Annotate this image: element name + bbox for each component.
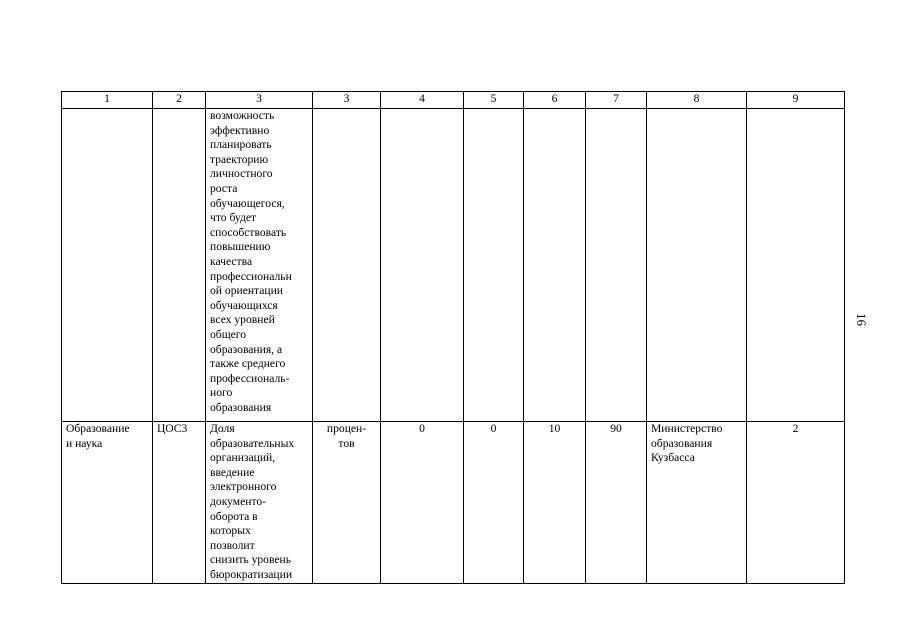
header-cell: 2 (153, 92, 206, 109)
cell-value (464, 109, 524, 422)
cell-indicator: возможность эффективно планировать траекторию личностного роста обучающегося, что будет способствовать повышению качества профессиональн ой ориентации обучающихся всех уровней общего образования, а также среднего профессиональ- ного образования (206, 109, 313, 422)
header-cell: 8 (647, 92, 747, 109)
cell-value: 2 (747, 422, 845, 584)
cell-value: 0 (381, 422, 464, 584)
header-cell: 7 (586, 92, 647, 109)
header-cell: 5 (464, 92, 524, 109)
cell-code: ЦОС3 (153, 422, 206, 584)
cell-value (381, 109, 464, 422)
header-cell: 3 (206, 92, 313, 109)
cell-sphere: Образование и наука (62, 422, 153, 584)
cell-responsible: Министерство образования Кузбасса (647, 422, 747, 584)
cell-indicator: Доля образовательных организаций, введение электронного документо- оборота в которых позволит снизить уровень бюрократизации (206, 422, 313, 584)
header-cell: 4 (381, 92, 464, 109)
cell-value (524, 109, 586, 422)
cell-sphere (62, 109, 153, 422)
table-header-row (62, 92, 845, 109)
header-cell: 1 (62, 92, 153, 109)
table-row (62, 422, 845, 584)
cell-value (747, 109, 845, 422)
cell-value: 0 (464, 422, 524, 584)
header-cell: 6 (524, 92, 586, 109)
cell-value: 90 (586, 422, 647, 584)
table-row (62, 109, 845, 422)
page-number: 16 (854, 313, 869, 326)
header-cell: 3 (313, 92, 381, 109)
cell-unit (313, 109, 381, 422)
cell-code (153, 109, 206, 422)
header-cell: 9 (747, 92, 845, 109)
cell-unit: процен- тов (313, 422, 381, 584)
document-table (61, 91, 845, 584)
cell-responsible (647, 109, 747, 422)
cell-value (586, 109, 647, 422)
cell-value: 10 (524, 422, 586, 584)
